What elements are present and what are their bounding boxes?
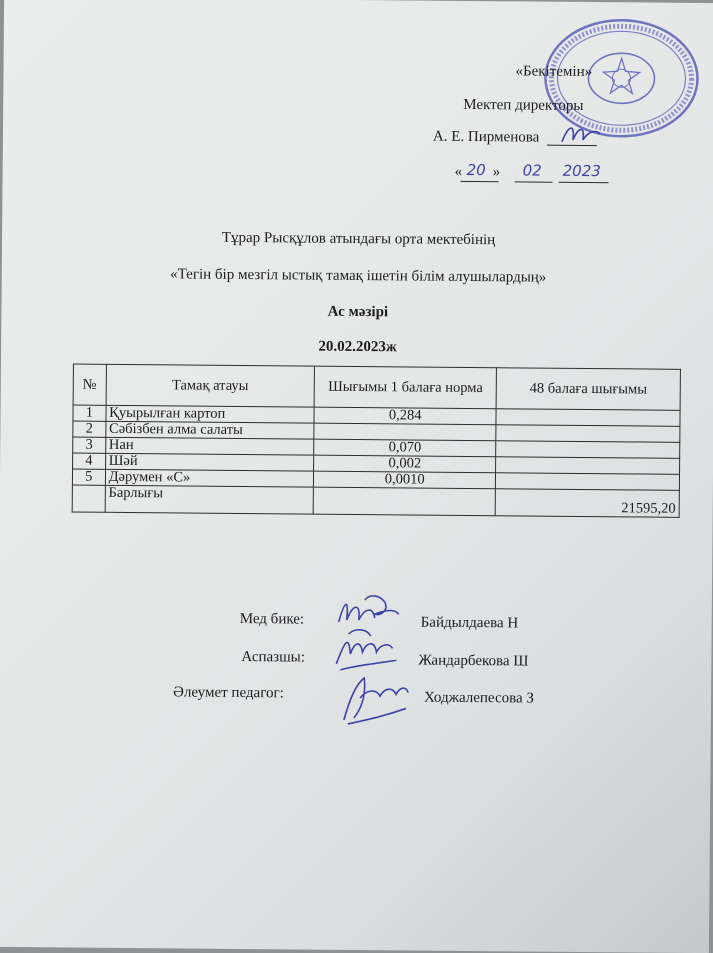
col-header-number: № [73,364,106,405]
norm-value: 0,002 [314,455,496,473]
date-close-quote: » [492,164,501,181]
handwritten-signature-icon [559,120,603,148]
date-month: 02 [522,161,542,180]
school-title: Тұрар Рысқұлов атындағы орта мектебінің [221,229,496,249]
date-open-quote: « [454,163,463,180]
signature-name-social-pedagogue: Ходжалепесова З [423,689,535,707]
date-year: 2023 [562,161,601,181]
menu-heading: Ас мәзірі [327,303,389,321]
norm-value: 0,0010 [314,471,496,489]
row-number: 1 [73,405,106,421]
approval-heading: «Бекітемін» [515,63,593,81]
total-empty-cell [72,485,105,512]
date-year-line [559,182,609,183]
menu-table [72,364,681,518]
dish-name: Нан [105,437,314,455]
signature-role-cook: Аспазшы: [241,649,306,666]
date-month-line [515,181,553,182]
signature-role-social-pedagogue: Әлеумет педагог: [173,684,284,702]
norm-value [314,423,496,441]
total-norm-empty [313,487,495,516]
dish-name: Дәрумен «С» [105,469,314,487]
col-header-norm: Шығымы 1 балаға норма [314,366,496,409]
signature-name-cook: Жандарбекова Ш [418,652,529,670]
handwritten-signature-icon [330,624,402,675]
dish-name: Қуырылған картоп [106,405,315,423]
menu-date: 20.02.2023ж [318,338,397,356]
handwritten-signature-icon [336,668,413,729]
dish-name: Шәй [105,453,314,471]
row-number: 4 [73,453,106,469]
director-name: А. Е. Пирменова [432,128,540,146]
table-header-row [73,364,680,410]
row-number: 2 [73,421,106,437]
director-position: Мектеп директоры [463,96,584,114]
dish-name: Сәбізбен алма салаты [106,421,315,439]
row-number: 3 [73,437,106,453]
col-header-total: 48 балаға шығымы [496,368,680,411]
grand-total: 21595,20 [495,489,679,518]
signature-name-nurse: Байдылдаева Н [420,614,519,632]
total-value [496,409,680,427]
total-value [496,457,680,475]
signature-role-nurse: Мед бике: [239,610,305,628]
norm-value: 0,070 [314,439,496,457]
row-number: 5 [72,469,105,485]
date-day-line [461,181,499,182]
table-total-row [72,485,679,517]
total-value [496,425,680,443]
date-day: 20 [466,160,486,180]
total-value [496,473,680,491]
total-label: Барлығы [105,485,314,514]
norm-value: 0,284 [314,407,496,425]
total-value [496,441,680,459]
col-header-dish: Тамақ атауы [106,364,315,407]
program-title: «Тегін бір мезгіл ыстық тамақ ішетін білім алушылардың» [170,266,547,286]
